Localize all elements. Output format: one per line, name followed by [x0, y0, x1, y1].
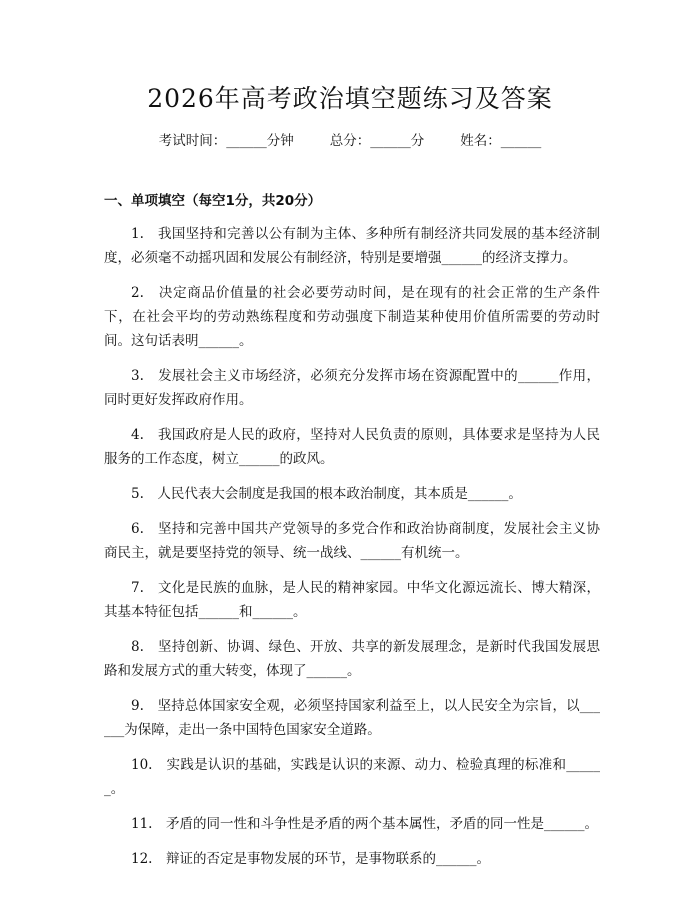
- section-heading: 一、单项填空（每空1分，共20分）: [104, 193, 322, 209]
- question-item: 5. 人民代表大会制度是我国的根本政治制度，其本质是______。: [131, 486, 522, 502]
- question-item: 9. 坚持总体国家安全观，必须坚持国家利益至上，以人民安全为宗旨，以______为保障，走出一条中国特色国家安全道路。: [104, 698, 600, 738]
- question-item: 3. 发展社会主义市场经济，必须充分发挥市场在资源配置中的______作用，同时更好发挥政府作用。: [104, 368, 600, 408]
- question-item: 8. 坚持创新、协调、绿色、开放、共享的新发展理念，是新时代我国发展思路和发展方式的重大转变，体现了______。: [104, 639, 600, 679]
- student-name-field: 姓名：______: [460, 133, 542, 149]
- question-item: 1. 我国坚持和完善以公有制为主体、多种所有制经济共同发展的基本经济制度，必须毫不动摇巩固和发展公有制经济，特别是要增强______的经济支撑力。: [104, 226, 600, 266]
- exam-time-field: 考试时间：______分钟: [158, 133, 294, 149]
- question-item: 10. 实践是认识的基础，实践是认识的来源、动力、检验真理的标准和______。: [104, 757, 600, 797]
- total-score-field: 总分：______分: [329, 133, 425, 149]
- question-item: 11. 矛盾的同一性和斗争性是矛盾的两个基本属性，矛盾的同一性是______。: [131, 816, 598, 832]
- question-item: 7. 文化是民族的血脉，是人民的精神家园。中华文化源远流长、博大精深，其基本特征包括______和______。: [104, 580, 600, 620]
- question-item: 6. 坚持和完善中国共产党领导的多党合作和政治协商制度，发展社会主义协商民主，就是要坚持党的领导、统一战线、______有机统一。: [104, 521, 600, 561]
- question-item: 4. 我国政府是人民的政府，坚持对人民负责的原则，具体要求是坚持为人民服务的工作态度，树立______的政风。: [104, 427, 600, 467]
- question-item: 12. 辩证的否定是事物发展的环节，是事物联系的______。: [131, 851, 490, 867]
- question-item: 2. 决定商品价值量的社会必要劳动时间，是在现有的社会正常的生产条件下，在社会平均的劳动熟练程度和劳动强度下制造某种使用价值所需要的劳动时间。这句话表明______。: [104, 285, 600, 349]
- exam-meta: [0, 131, 700, 151]
- page-title: 2026年高考政治填空题练习及答案: [147, 84, 553, 113]
- question-list: [104, 222, 600, 882]
